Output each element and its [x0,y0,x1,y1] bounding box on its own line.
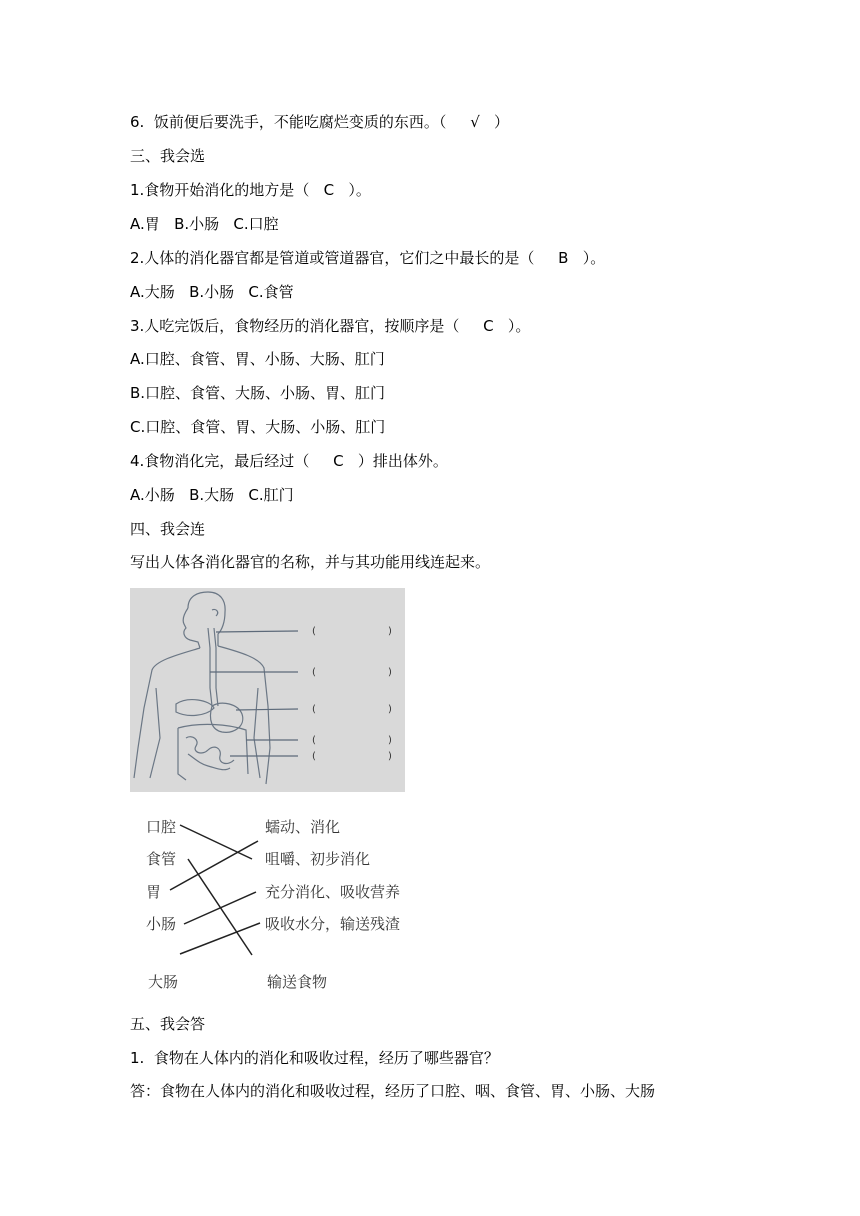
organ-small-intestine: 小肠 [146,915,177,933]
digestive-system-diagram [130,588,405,792]
function-chewing: 咀嚼、初步消化 [265,850,371,868]
matching-lines [130,808,430,998]
function-transport-food: 输送食物 [267,973,328,991]
body-outline-drawing [130,588,405,792]
judgment-item-6: 6. 饭前便后要洗手，不能吃腐烂变质的东西。（ √ ） [130,113,510,131]
connect-instruction: 写出人体各消化器官的名称，并与其功能用线连起来。 [130,553,491,571]
function-peristalsis: 蠕动、消化 [265,818,341,836]
organ-esophagus: 食管 [146,850,177,868]
question-1-options: A.胃 B.小肠 C.口腔 [130,215,279,233]
organ-function-matching [130,808,430,998]
question-3-option-a: A.口腔、食管、胃、小肠、大肠、肛门 [130,350,385,368]
answer-blank-close-2: ) [388,667,392,678]
answer-blank-close-5: ) [388,751,392,762]
answer-blank-open-1: ( [312,626,316,637]
section-heading-connect: 四、我会连 [130,520,206,538]
answer-blank-close-1: ) [388,626,392,637]
answer-text-1: 答：食物在人体内的消化和吸收过程，经历了口腔、咽、食管、胃、小肠、大肠 [130,1082,656,1100]
question-2-options: A.大肠 B.小肠 C.食管 [130,283,294,301]
answer-blank-open-2: ( [312,667,316,678]
question-4: 4.食物消化完，最后经过（ C ）排出体外。 [130,452,448,470]
answer-question-1: 1. 食物在人体内的消化和吸收过程，经历了哪些器官？ [130,1049,499,1067]
answer-blank-close-3: ) [388,704,392,715]
question-3: 3.人吃完饭后，食物经历的消化器官，按顺序是（ C ）。 [130,317,531,335]
section-heading-answer: 五、我会答 [130,1015,206,1033]
section-heading-choose: 三、我会选 [130,147,206,165]
organ-stomach: 胃 [146,883,162,901]
organ-oral-cavity: 口腔 [146,818,177,836]
answer-blank-open-3: ( [312,704,316,715]
question-4-options: A.小肠 B.大肠 C.肛门 [130,486,294,504]
answer-blank-open-5: ( [312,751,316,762]
question-1: 1.食物开始消化的地方是（ C ）。 [130,181,371,199]
question-2: 2.人体的消化器官都是管道或管道器官，它们之中最长的是（ B ）。 [130,249,606,267]
answer-blank-close-4: ) [388,735,392,746]
function-absorb-water: 吸收水分，输送残渣 [265,915,401,933]
question-3-option-c: C.口腔、食管、胃、大肠、小肠、肛门 [130,418,386,436]
function-absorb-nutrients: 充分消化、吸收营养 [265,883,401,901]
question-3-option-b: B.口腔、食管、大肠、小肠、胃、肛门 [130,384,386,402]
answer-blank-open-4: ( [312,735,316,746]
organ-large-intestine: 大肠 [148,973,179,991]
